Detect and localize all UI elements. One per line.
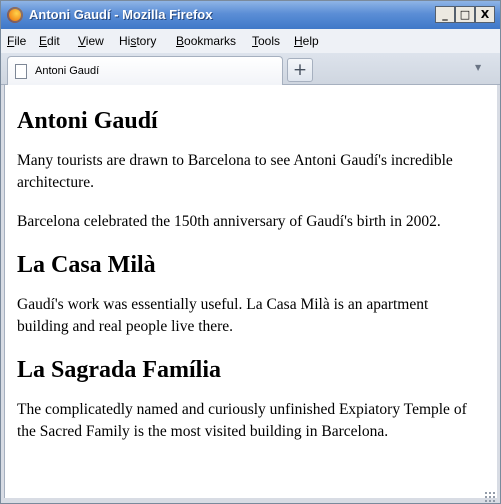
menu-tools[interactable]: Tools: [252, 34, 281, 48]
maximize-button[interactable]: □: [455, 6, 475, 23]
document: [5, 107, 497, 443]
tab-strip: [1, 53, 500, 85]
page-heading: Antoni Gaudí: [17, 108, 158, 134]
minimize-button[interactable]: _: [435, 6, 455, 23]
paragraph-anniversary: Barcelona celebrated the 150th anniversary of Gaudí's birth in 2002.: [17, 213, 441, 230]
title-bar[interactable]: [1, 1, 500, 29]
close-button[interactable]: X: [475, 6, 495, 23]
tab-label: Antoni Gaudí: [35, 65, 100, 77]
menu-view[interactable]: View: [78, 34, 104, 48]
resize-grip-icon[interactable]: [484, 491, 496, 503]
tab-list-chevron-icon[interactable]: ▼: [475, 63, 482, 72]
window-title: Antoni Gaudí - Mozilla Firefox: [29, 7, 213, 22]
page-content[interactable]: [4, 85, 497, 498]
menu-edit[interactable]: Edit: [39, 34, 60, 48]
heading-sagrada-familia: La Sagrada Família: [17, 357, 222, 383]
menu-bar: [1, 29, 500, 53]
firefox-icon[interactable]: [7, 7, 23, 23]
page-icon: [15, 64, 27, 79]
heading-casa-mila: La Casa Milà: [17, 252, 156, 278]
menu-history[interactable]: History: [119, 34, 157, 48]
menu-bookmarks[interactable]: Bookmarks: [176, 34, 237, 48]
new-tab-button[interactable]: +: [287, 58, 313, 82]
menu-help[interactable]: Help: [294, 34, 319, 48]
tab-antoni-gaudi[interactable]: [7, 56, 283, 85]
menu-file[interactable]: File: [7, 34, 27, 48]
paragraph-casa-mila: Gaudí's work was essentially useful. La Casa Milà is an apartment building and real people live there.: [17, 296, 429, 335]
paragraph-sagrada-familia: The complicatedly named and curiously unfinished Expiatory Temple of the Sacred Family is the most visited building in Barcelona.: [17, 401, 467, 440]
paragraph-tourists: Many tourists are drawn to Barcelona to see Antoni Gaudí's incredible architecture.: [17, 152, 453, 191]
